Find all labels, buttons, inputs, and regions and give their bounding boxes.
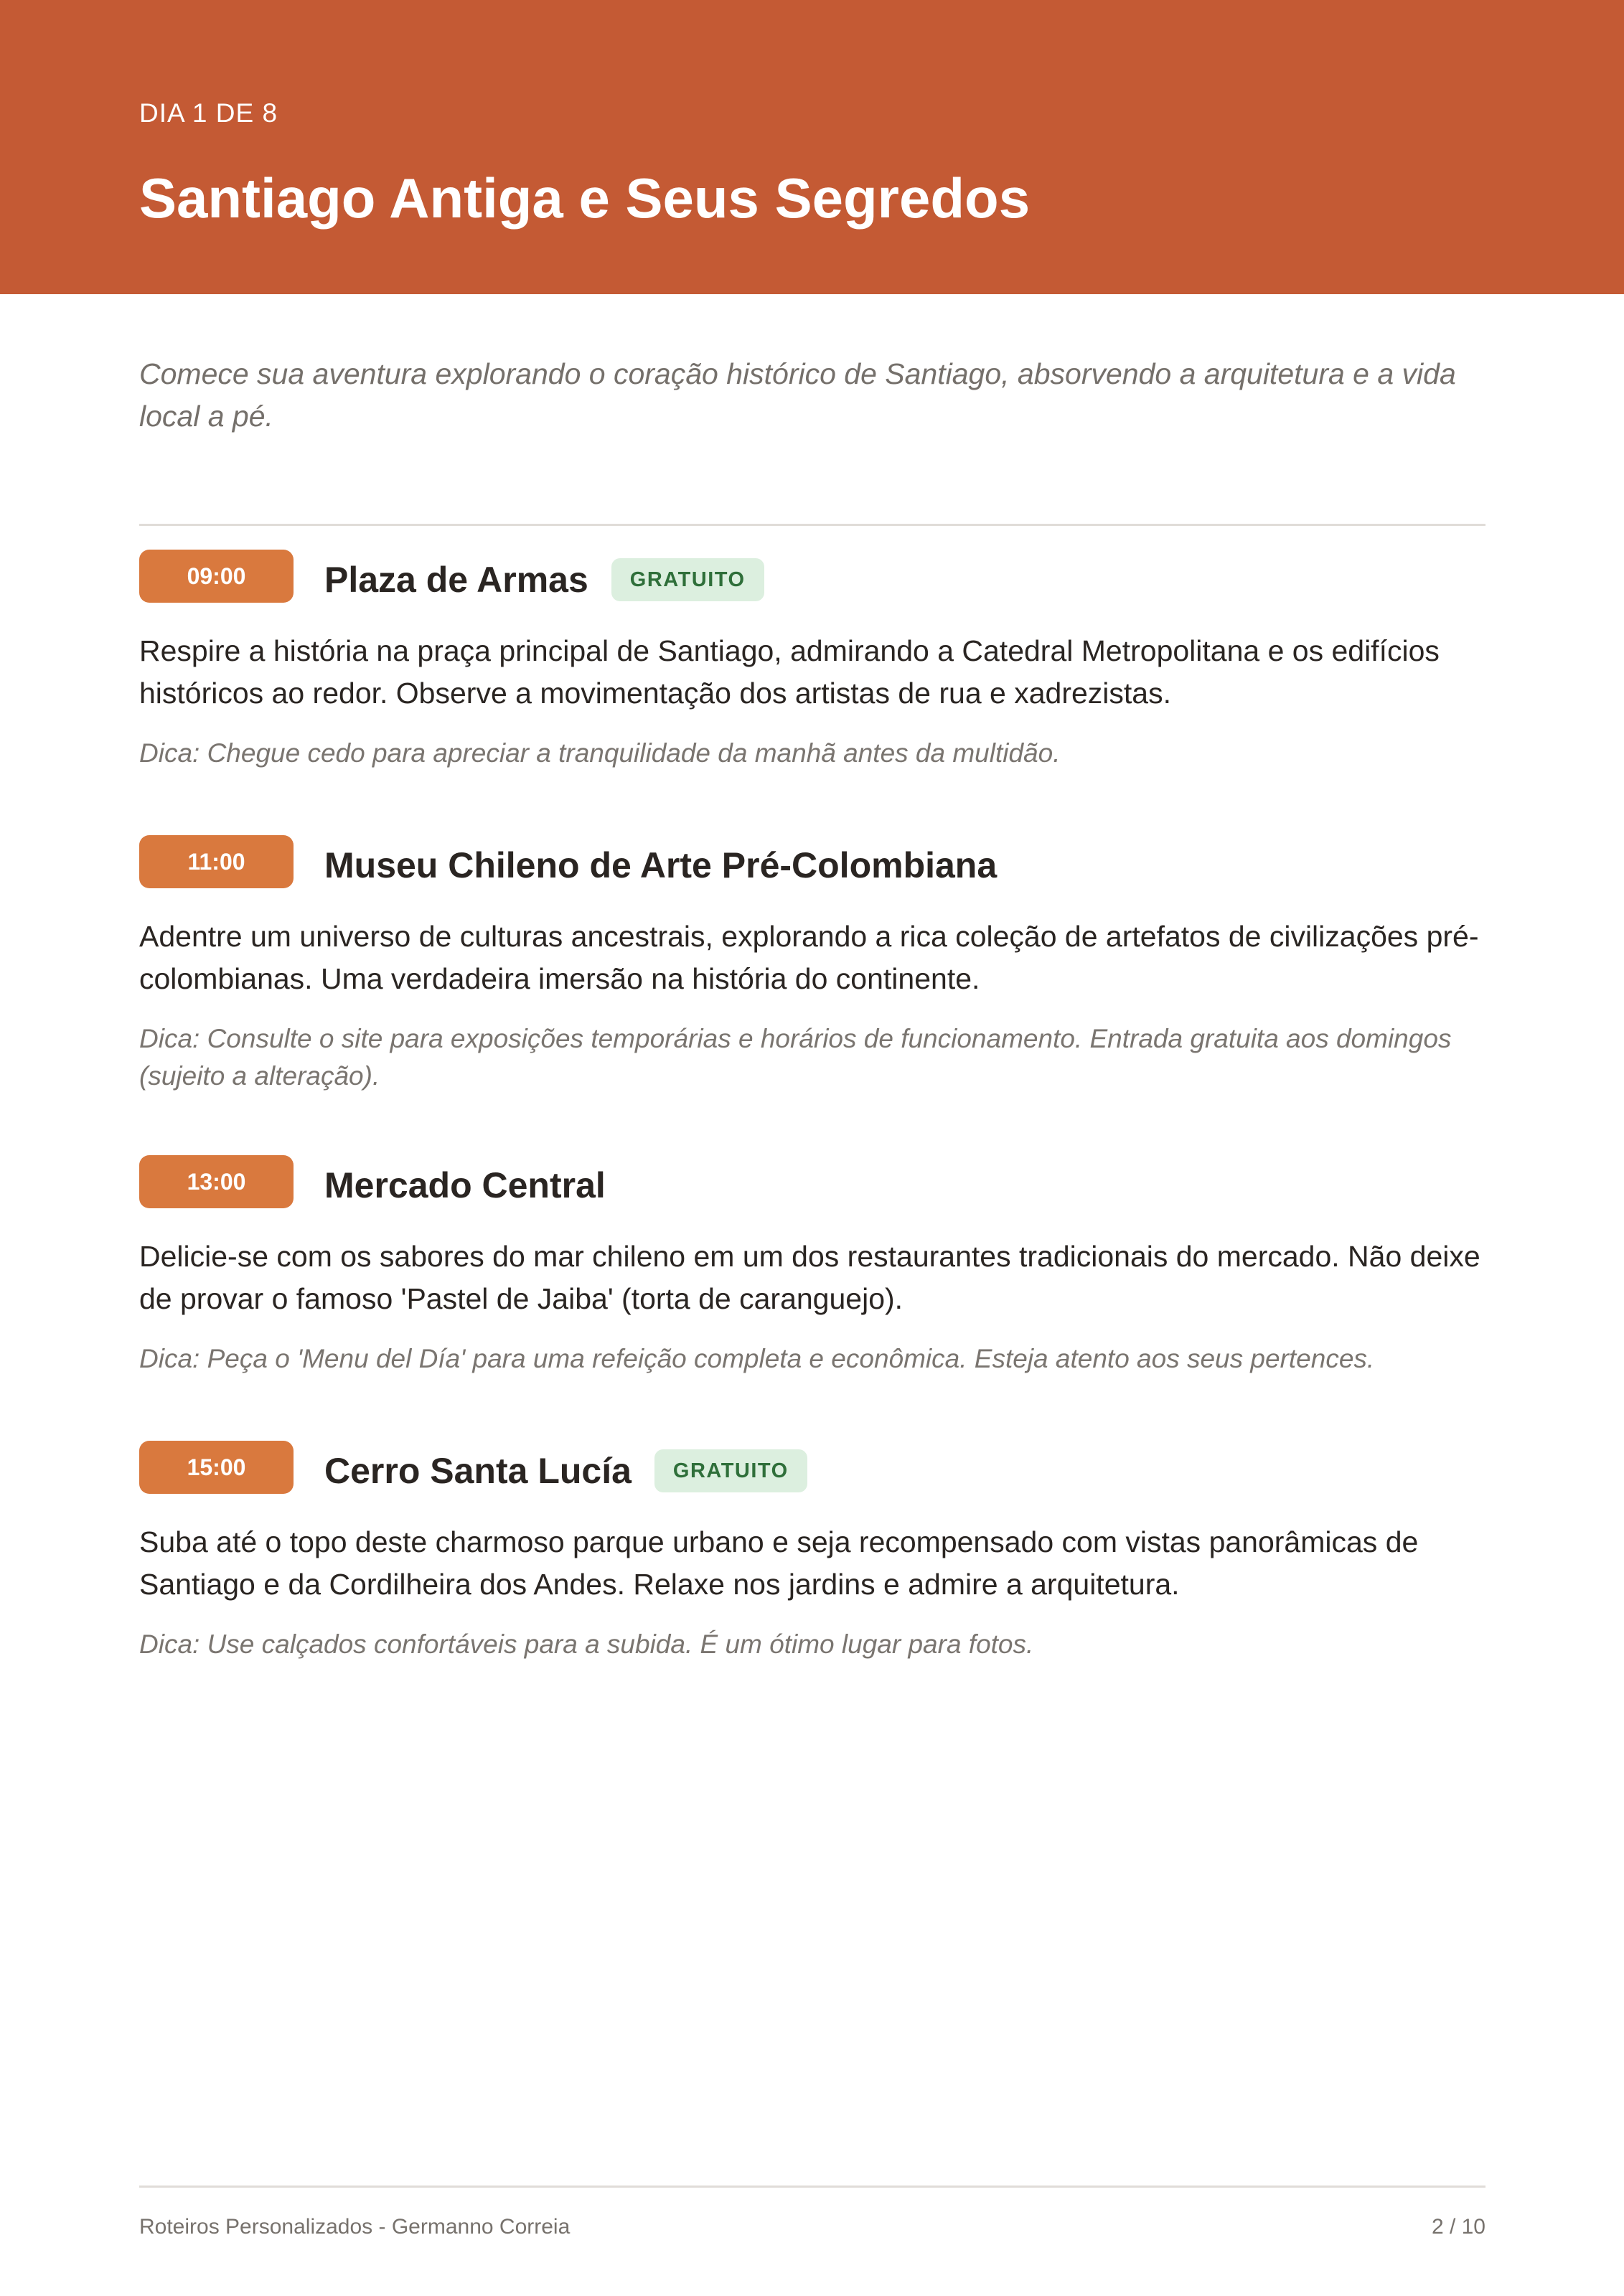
activity-heading <box>324 835 997 895</box>
activity-description: Adentre um universo de culturas ancestrais, explorando a rica coleção de artefatos de civilizações pré-colombianas. Uma verdadeira imersão na história do continente. <box>139 920 1479 995</box>
activity-description: Suba até o topo deste charmoso parque urbano e seja recompensado com vistas panorâmicas de Santiago e da Cordilheira dos Andes. Relaxe nos jardins e admire a arquitetura. <box>139 1525 1419 1601</box>
time-badge: 09:00 <box>139 550 294 603</box>
free-badge: GRATUITO <box>654 1449 807 1492</box>
activity-heading <box>324 1441 807 1501</box>
time-badge: 13:00 <box>139 1155 294 1208</box>
day-intro: Comece sua aventura explorando o coração histórico de Santiago, absorvendo a arquitetura e a vida local a pé. <box>139 357 1456 433</box>
activity-description: Delicie-se com os sabores do mar chileno em um dos restaurantes tradicionais do mercado. Não deixe de provar o famoso 'Pastel de Jaiba' (torta de caranguejo). <box>139 1240 1480 1315</box>
time-badge: 11:00 <box>139 835 294 888</box>
activity-title: Museu Chileno de Arte Pré-Colombiana <box>324 845 998 885</box>
free-badge: GRATUITO <box>611 558 764 601</box>
day-header <box>0 0 1624 294</box>
page-title: Santiago Antiga e Seus Segredos <box>139 166 1031 230</box>
activity-description: Respire a história na praça principal de Santiago, admirando a Catedral Metropolitana e os edifícios históricos ao redor. Observe a movimentação dos artistas de rua e xadrezistas. <box>139 634 1440 710</box>
activity-tip: Dica: Consulte o site para exposições temporárias e horários de funcionamento. Entrada gratuita aos domingos (sujeito a alteração). <box>139 1024 1452 1091</box>
activity-tip: Dica: Use calçados confortáveis para a subida. É um ótimo lugar para fotos. <box>139 1629 1034 1659</box>
activity-tip: Dica: Chegue cedo para apreciar a tranquilidade da manhã antes da multidão. <box>139 738 1061 768</box>
activity-title: Plaza de Armas <box>324 560 588 600</box>
footer-credit: Roteiros Personalizados - Germanno Correia <box>139 2215 571 2239</box>
day-label: DIA 1 DE 8 <box>139 98 278 128</box>
section-divider <box>139 524 1485 526</box>
activity-title: Cerro Santa Lucía <box>324 1451 632 1491</box>
activity-heading <box>324 550 764 610</box>
time-badge: 15:00 <box>139 1441 294 1494</box>
footer-divider <box>139 2186 1485 2188</box>
activity-tip: Dica: Peça o 'Menu del Día' para uma refeição completa e econômica. Esteja atento aos seus pertences. <box>139 1344 1375 1373</box>
activity-heading <box>324 1155 606 1215</box>
activity-title: Mercado Central <box>324 1165 606 1205</box>
page-number: 2 / 10 <box>1431 2215 1485 2239</box>
